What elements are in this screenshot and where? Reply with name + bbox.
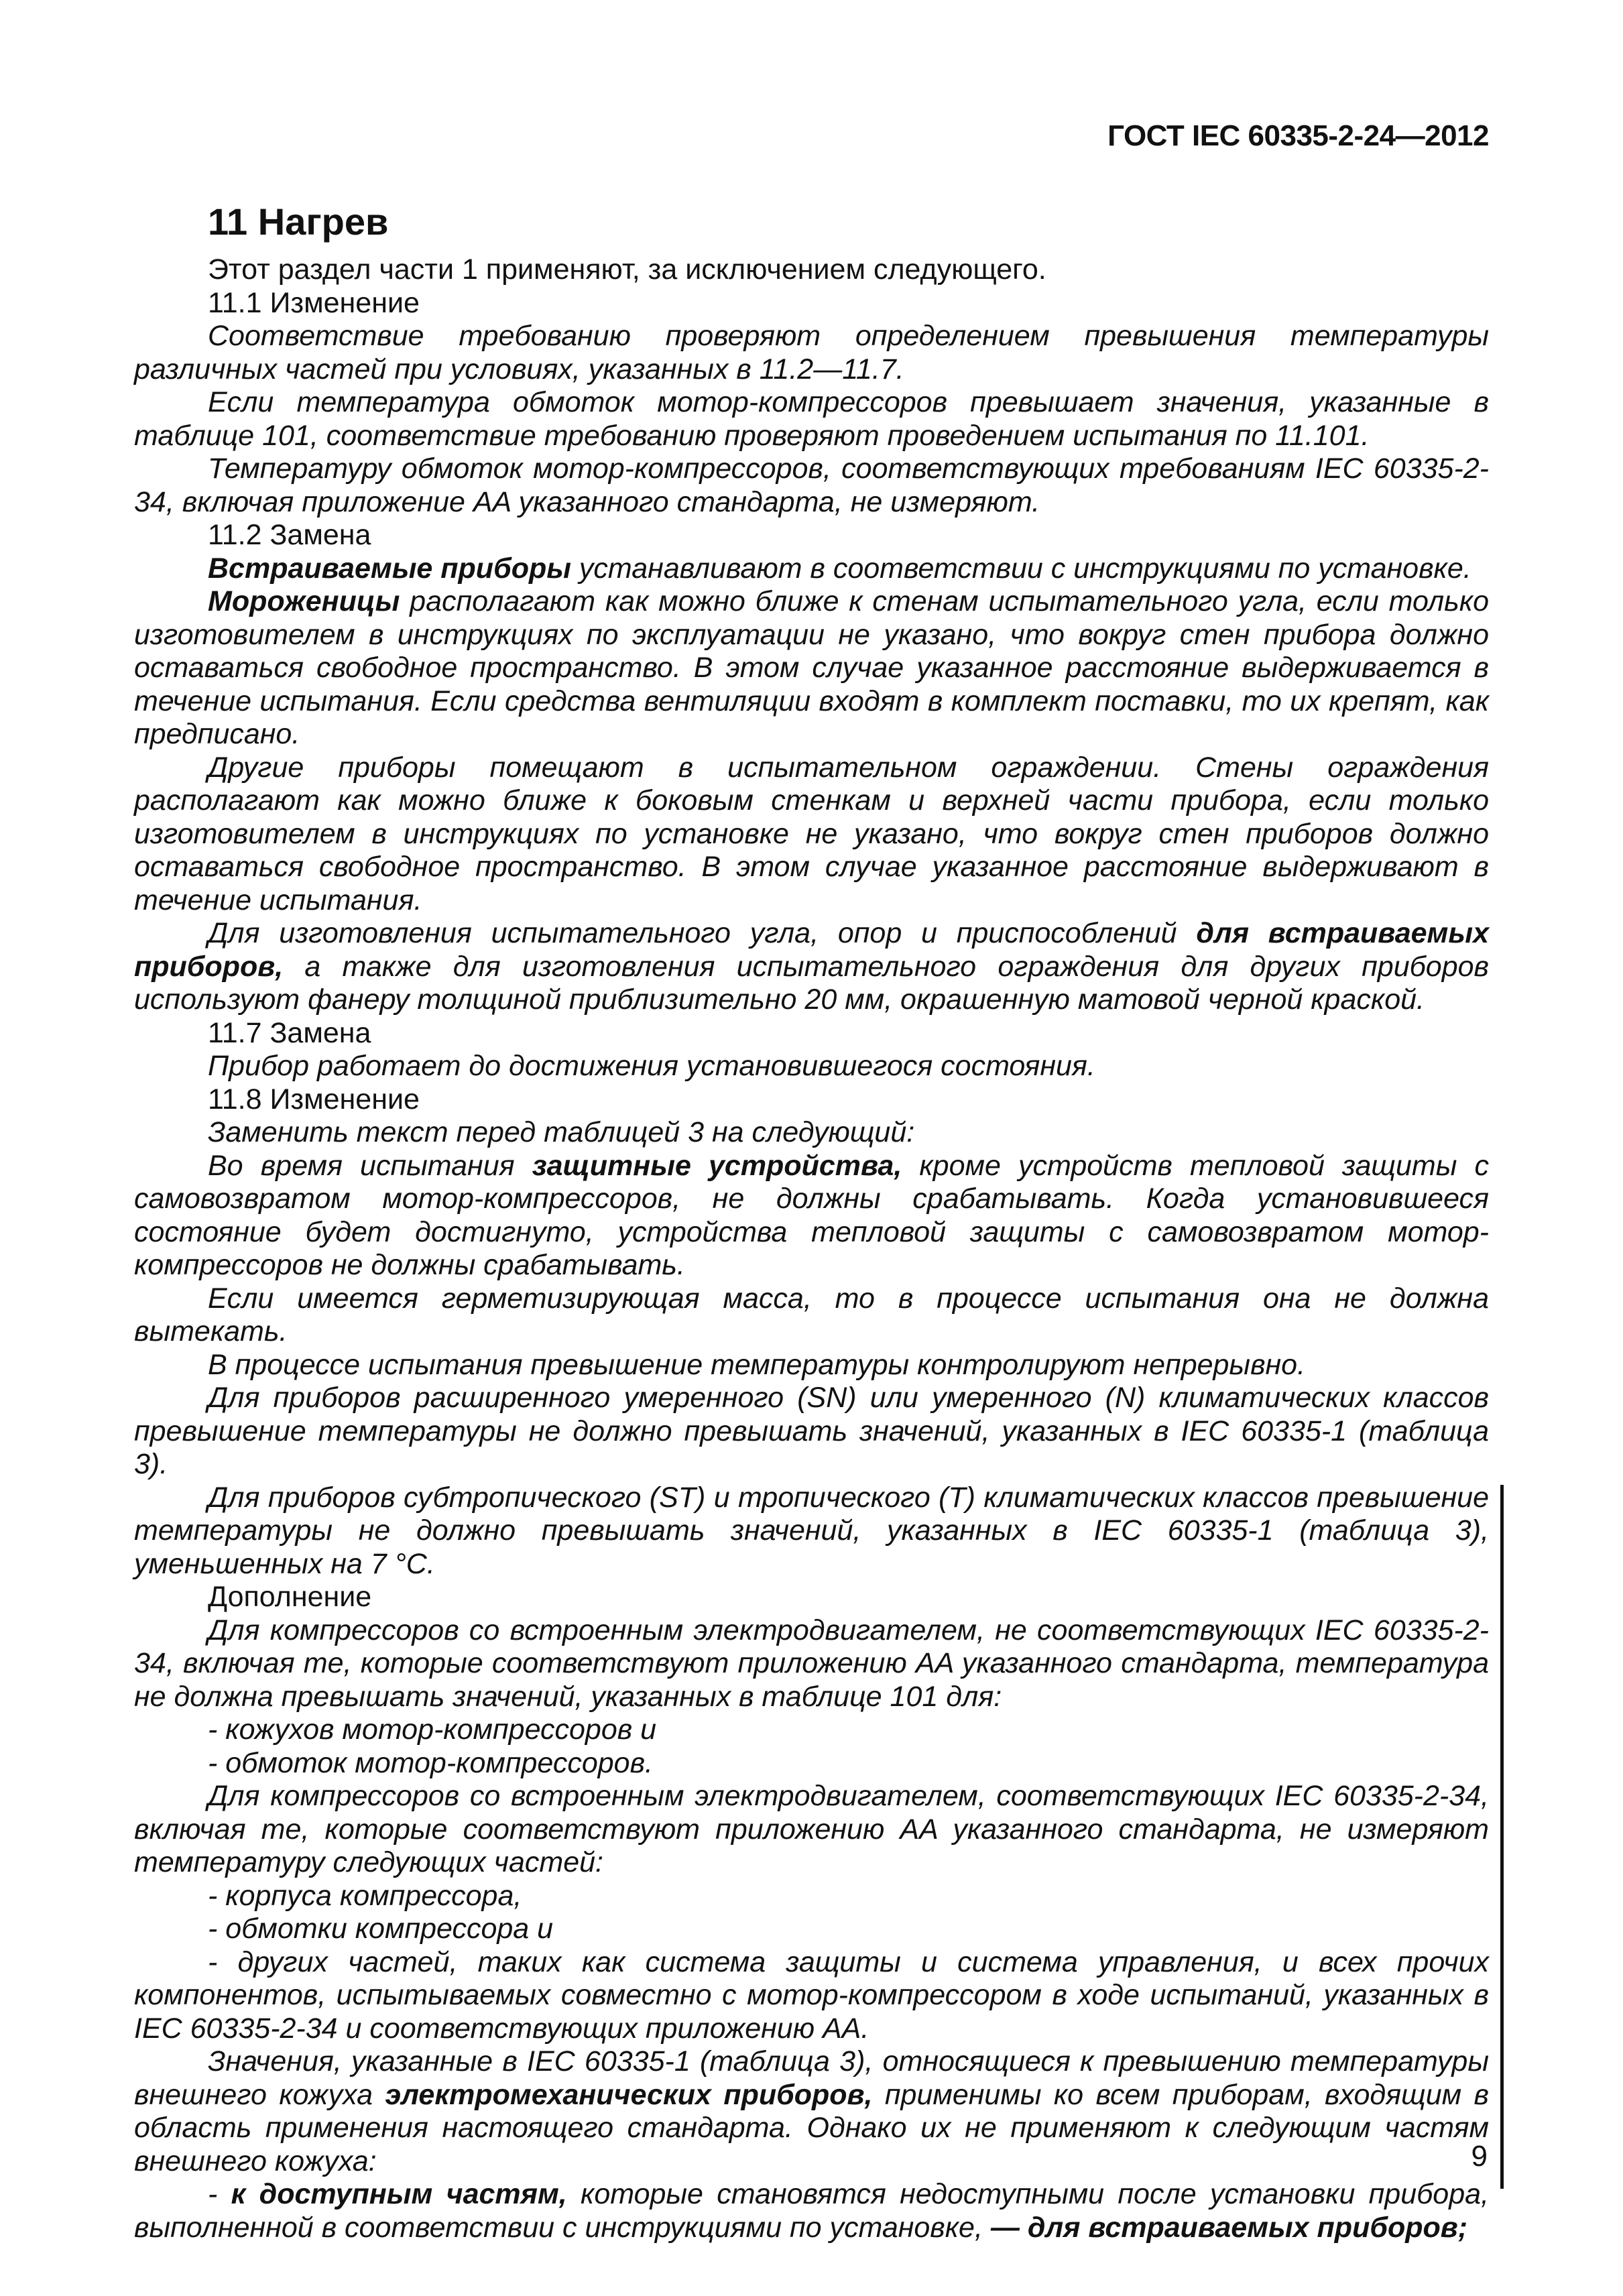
paragraph: Соответствие требованию проверяют определением превышения температуры различных частей при условиях, указанных в 11.2—11.7. [134, 320, 1489, 385]
paragraph: В процессе испытания превышение температуры контролируют непрерывно. [208, 1348, 1306, 1381]
subsection-heading: 11.2 Замена [208, 519, 371, 551]
subsection-heading: 11.1 Изменение [208, 286, 420, 319]
subsection-heading: 11.7 Замена [208, 1016, 371, 1049]
document-body [134, 253, 1489, 2244]
paragraph: Для приборов субтропического (ST) и тропического (T) климатических классов превышение температуры не должно превышать значений, указанных в IEC 60335-1 (таблица 3), уменьшенных на 7 °C. [134, 1481, 1489, 1580]
list-item: - кожухов мотор-компрессоров и [208, 1713, 657, 1746]
paragraph: Встраиваемые приборы устанавливают в соответствии с инструкциями по установке. [208, 552, 1471, 585]
subsection-heading: Дополнение [208, 1581, 372, 1613]
paragraph: Заменить текст перед таблицей 3 на следующий: [208, 1116, 915, 1148]
list-item: - к доступным частям, которые становятся недоступными после установки прибора, выполненной в соответствии с инструкциями по установке, — для встраиваемых приборов; [134, 2178, 1489, 2244]
paragraph: Для компрессоров со встроенным электродвигателем, соответствующих IEC 60335-2-34, включая те, которые соответствуют приложению AA указанного стандарта, не измеряют температуру следующих частей: [134, 1780, 1489, 1878]
paragraph: Прибор работает до достижения установившегося состояния. [208, 1050, 1095, 1082]
paragraph: Этот раздел части 1 применяют, за исключением следующего. [208, 253, 1046, 286]
paragraph: Температуру обмоток мотор-компрессоров, соответствующих требованиям IEC 60335-2-34, включая приложение AA указанного стандарта, не измеряют. [134, 452, 1489, 518]
paragraph: Для приборов расширенного умеренного (SN) или умеренного (N) климатических классов превышение температуры не должно превышать значений, указанных в IEC 60335-1 (таблица 3). [134, 1382, 1489, 1480]
paragraph: Если температура обмоток мотор-компрессоров превышает значения, указанные в таблице 101, соответствие требованию проверяют проведением испытания по 11.101. [134, 386, 1489, 452]
paragraph: Если имеется герметизирующая масса, то в процессе испытания она не должна вытекать. [134, 1282, 1489, 1347]
list-item: - корпуса компрессора, [208, 1879, 522, 1912]
section-title: 11 Нагрев [208, 200, 389, 243]
page-number: 9 [1471, 2140, 1488, 2173]
paragraph: Мороженицы располагают как можно ближе к стенам испытательного угла, если только изготовителем в инструкциях по эксплуатации не указано, что вокруг стен прибора должно оставаться свободное пространство. В этом случае указанное расстояние выдерживается в течение испытания. Если средства вентиляции входят в комплект поставки, то их крепят, как предписано. [134, 585, 1489, 750]
list-item: - обмотки компрессора и [208, 1913, 554, 1945]
paragraph: Другие приборы помещают в испытательном ограждении. Стены ограждения располагают как можно ближе к боковым стенкам и верхней части прибора, если только изготовителем в инструкциях по установке не указано, что вокруг стен приборов должно оставаться свободное пространство. В этом случае указанное расстояние выдерживают в течение испытания. [134, 751, 1489, 916]
paragraph: Во время испытания защитные устройства, кроме устройств тепловой защиты с самовозвратом мотор-компрессоров, не должны срабатывать. Когда установившееся состояние будет достигнуто, устройства тепловой защиты с самовозвратом мотор-компрессоров не должны срабатывать. [134, 1149, 1489, 1281]
document-code-header: ГОСТ IEC 60335-2-24—2012 [1107, 119, 1489, 152]
subsection-heading: 11.8 Изменение [208, 1083, 420, 1115]
paragraph: Для изготовления испытательного угла, опор и приспособлений для встраиваемых приборов, а также для изготовления испытательного ограждения для других приборов используют фанеру толщиной приблизительно 20 мм, окрашенную матовой черной краской. [134, 917, 1489, 1016]
paragraph: Значения, указанные в IEC 60335-1 (таблица 3), относящиеся к превышению температуры внешнего кожуха электромеханических приборов, применимы ко всем приборам, входящим в область применения настоящего стандарта. Однако их не применяют к следующим частям внешнего кожуха: [134, 2045, 1489, 2177]
list-item: - обмоток мотор-компрессоров. [208, 1746, 653, 1779]
change-bar [1500, 1485, 1504, 2189]
list-item: - других частей, таких как система защиты и система управления, и всех прочих компонентов, испытываемых совместно с мотор-компрессором в ходе испытаний, указанных в IEC 60335-2-34 и соответствующих приложению AA. [134, 1945, 1489, 2045]
paragraph: Для компрессоров со встроенным электродвигателем, не соответствующих IEC 60335-2-34, включая те, которые соответствуют приложению AA указанного стандарта, температура не должна превышать значений, указанных в таблице 101 для: [134, 1614, 1489, 1713]
